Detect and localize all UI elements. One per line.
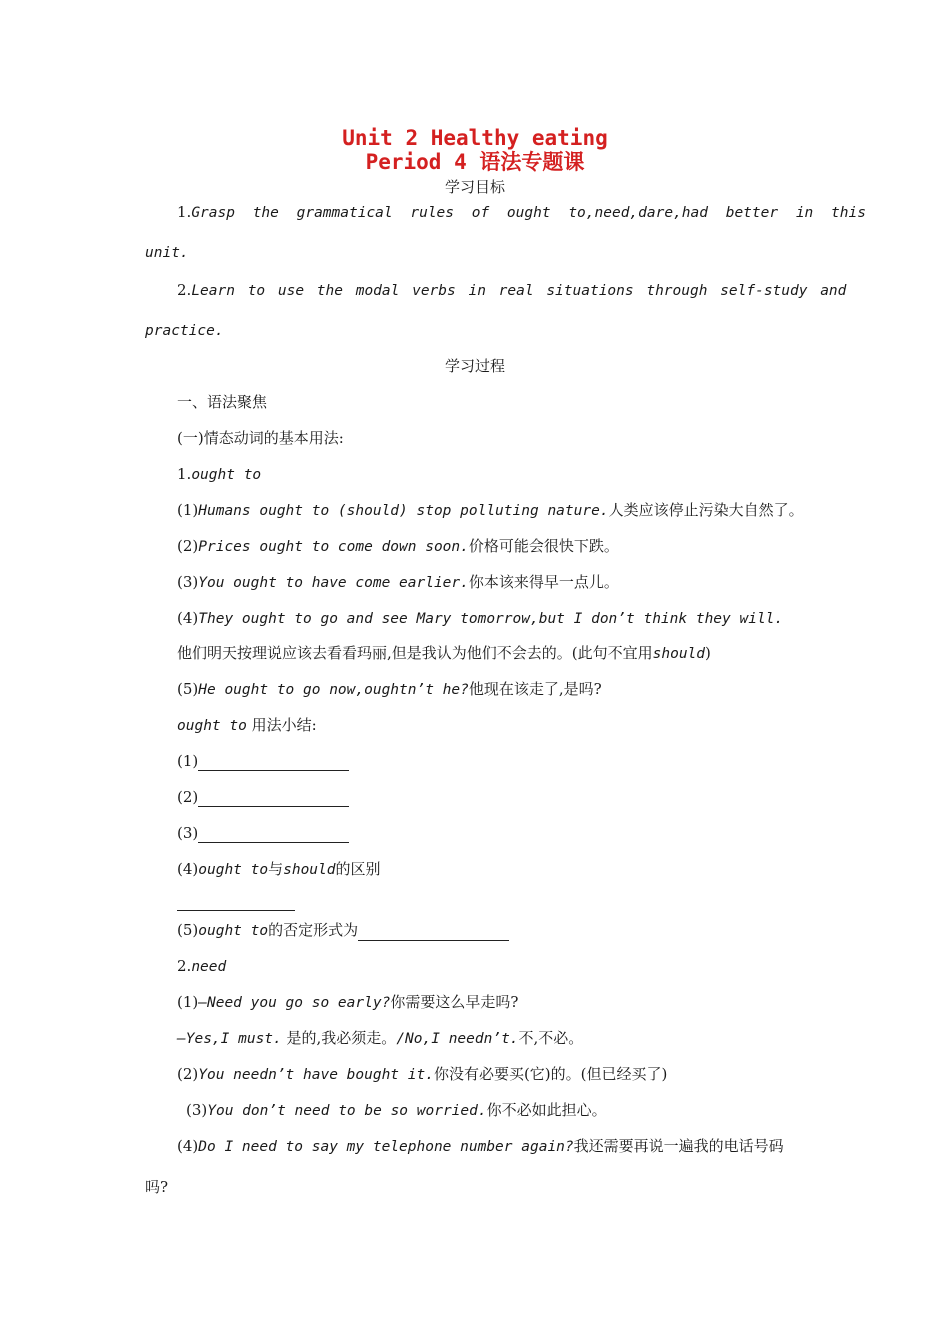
example-chinese: 人类应该停止污染大自然了。 xyxy=(608,501,804,519)
item-label: ought to xyxy=(191,467,262,483)
blank-number: (2) xyxy=(177,788,199,806)
blank-number: (5) xyxy=(177,921,199,939)
example-number: (3) xyxy=(186,1101,208,1119)
summary-chinese: 用法小结: xyxy=(246,716,317,734)
example-chinese: 你没有必要买(它)的。(但已经买了) xyxy=(433,1065,668,1083)
summary-english: ought to xyxy=(198,862,269,878)
example-closing: ) xyxy=(705,644,711,662)
example-chinese: 你需要这么早走吗? xyxy=(390,993,519,1011)
example-number: (2) xyxy=(177,1065,199,1083)
example-number: (2) xyxy=(177,537,199,555)
summary-blank-2 xyxy=(177,787,349,807)
summary-item-5 xyxy=(177,920,509,941)
example-english: should xyxy=(652,646,706,662)
ought-example-5 xyxy=(177,679,602,700)
item-label: need xyxy=(191,959,227,975)
example-number: (1) xyxy=(177,993,199,1011)
need-example-1-answer xyxy=(177,1028,583,1049)
example-english: —Need you go so early? xyxy=(198,995,391,1011)
example-english: Humans ought to (should) stop polluting nature. xyxy=(198,503,609,519)
ought-example-1 xyxy=(177,500,804,521)
title-unit: Unit 2 Healthy eating xyxy=(342,126,608,150)
answer-blank[interactable] xyxy=(358,924,509,941)
need-example-2 xyxy=(177,1064,667,1085)
objective-1 xyxy=(177,202,866,223)
example-english: You don’t need to be so worried. xyxy=(207,1103,487,1119)
objective-1-continued: unit. xyxy=(145,245,189,261)
example-english: They ought to go and see Mary tomorrow,but I don’t think they will. xyxy=(198,611,784,627)
need-example-4-continued: 吗? xyxy=(145,1178,169,1196)
need-example-4 xyxy=(177,1136,784,1157)
example-chinese: 他现在该走了,是吗? xyxy=(468,680,602,698)
item-need xyxy=(177,956,226,977)
ought-example-4 xyxy=(177,608,783,629)
example-english: —Yes,I must. xyxy=(177,1031,282,1047)
example-chinese: 是的,我必须走。 xyxy=(281,1029,397,1047)
section-grammar-focus: 一、语法聚焦 xyxy=(177,393,268,411)
example-number: (4) xyxy=(177,609,199,627)
example-number: (1) xyxy=(177,501,199,519)
example-chinese: 你本该来得早一点儿。 xyxy=(468,573,619,591)
example-number: (4) xyxy=(177,1137,199,1155)
answer-blank[interactable] xyxy=(198,754,349,771)
summary-blank-3 xyxy=(177,823,349,843)
summary-item-4 xyxy=(177,859,381,880)
item-number: 1. xyxy=(177,465,192,483)
example-english: He ought to go now,oughtn’t he? xyxy=(198,682,469,698)
objective-2-number: 2. xyxy=(177,281,192,299)
objectives-heading: 学习目标 xyxy=(444,178,505,196)
item-number: 2. xyxy=(177,957,192,975)
need-example-3 xyxy=(186,1100,607,1121)
summary-blank-1 xyxy=(177,751,349,771)
summary-chinese: 与 xyxy=(268,860,284,878)
summary-english: should xyxy=(283,862,336,878)
blank-number: (3) xyxy=(177,824,199,842)
summary-chinese: 的区别 xyxy=(335,860,381,878)
ought-example-3 xyxy=(177,572,619,593)
example-english: You needn’t have bought it. xyxy=(198,1067,434,1083)
process-heading: 学习过程 xyxy=(444,357,505,375)
example-chinese: 我还需要再说一遍我的电话号码 xyxy=(573,1137,784,1155)
example-english: Do I need to say my telephone number again? xyxy=(198,1139,574,1155)
example-english: Prices ought to come down soon. xyxy=(198,539,469,555)
objective-2-continued: practice. xyxy=(145,323,224,339)
ought-example-4-translation xyxy=(177,643,711,664)
answer-blank[interactable] xyxy=(198,826,349,843)
example-english: /No,I needn’t. xyxy=(396,1031,519,1047)
example-chinese: 你不必如此担心。 xyxy=(486,1101,607,1119)
example-number: (5) xyxy=(177,680,199,698)
answer-blank-4[interactable] xyxy=(177,910,295,911)
need-example-1 xyxy=(177,992,518,1013)
item-ought-to xyxy=(177,464,261,485)
objective-2-text: Learn to use the modal verbs in real situations through self-study and xyxy=(191,283,847,299)
blank-number: (1) xyxy=(177,752,199,770)
summary-chinese: 的否定形式为 xyxy=(268,921,359,939)
answer-blank[interactable] xyxy=(198,790,349,807)
objective-2 xyxy=(177,280,846,301)
summary-english: ought to xyxy=(198,923,269,939)
subsection-modal-usage: (一)情态动词的基本用法: xyxy=(177,429,344,447)
objective-1-text: Grasp the grammatical rules of ought to,need,dare,had better in this xyxy=(191,205,866,221)
example-chinese: 不,不必。 xyxy=(518,1029,584,1047)
example-number: (3) xyxy=(177,573,199,591)
example-english: You ought to have come earlier. xyxy=(198,575,469,591)
blank-number: (4) xyxy=(177,860,199,878)
summary-english: ought to xyxy=(177,718,247,734)
example-chinese: 他们明天按理说应该去看看玛丽,但是我认为他们不会去的。(此句不宜用 xyxy=(177,644,653,662)
title-period: Period 4 语法专题课 xyxy=(365,150,585,174)
ought-summary-heading xyxy=(177,715,317,736)
example-chinese: 价格可能会很快下跌。 xyxy=(468,537,619,555)
ought-example-2 xyxy=(177,536,619,557)
objective-1-number: 1. xyxy=(177,203,192,221)
